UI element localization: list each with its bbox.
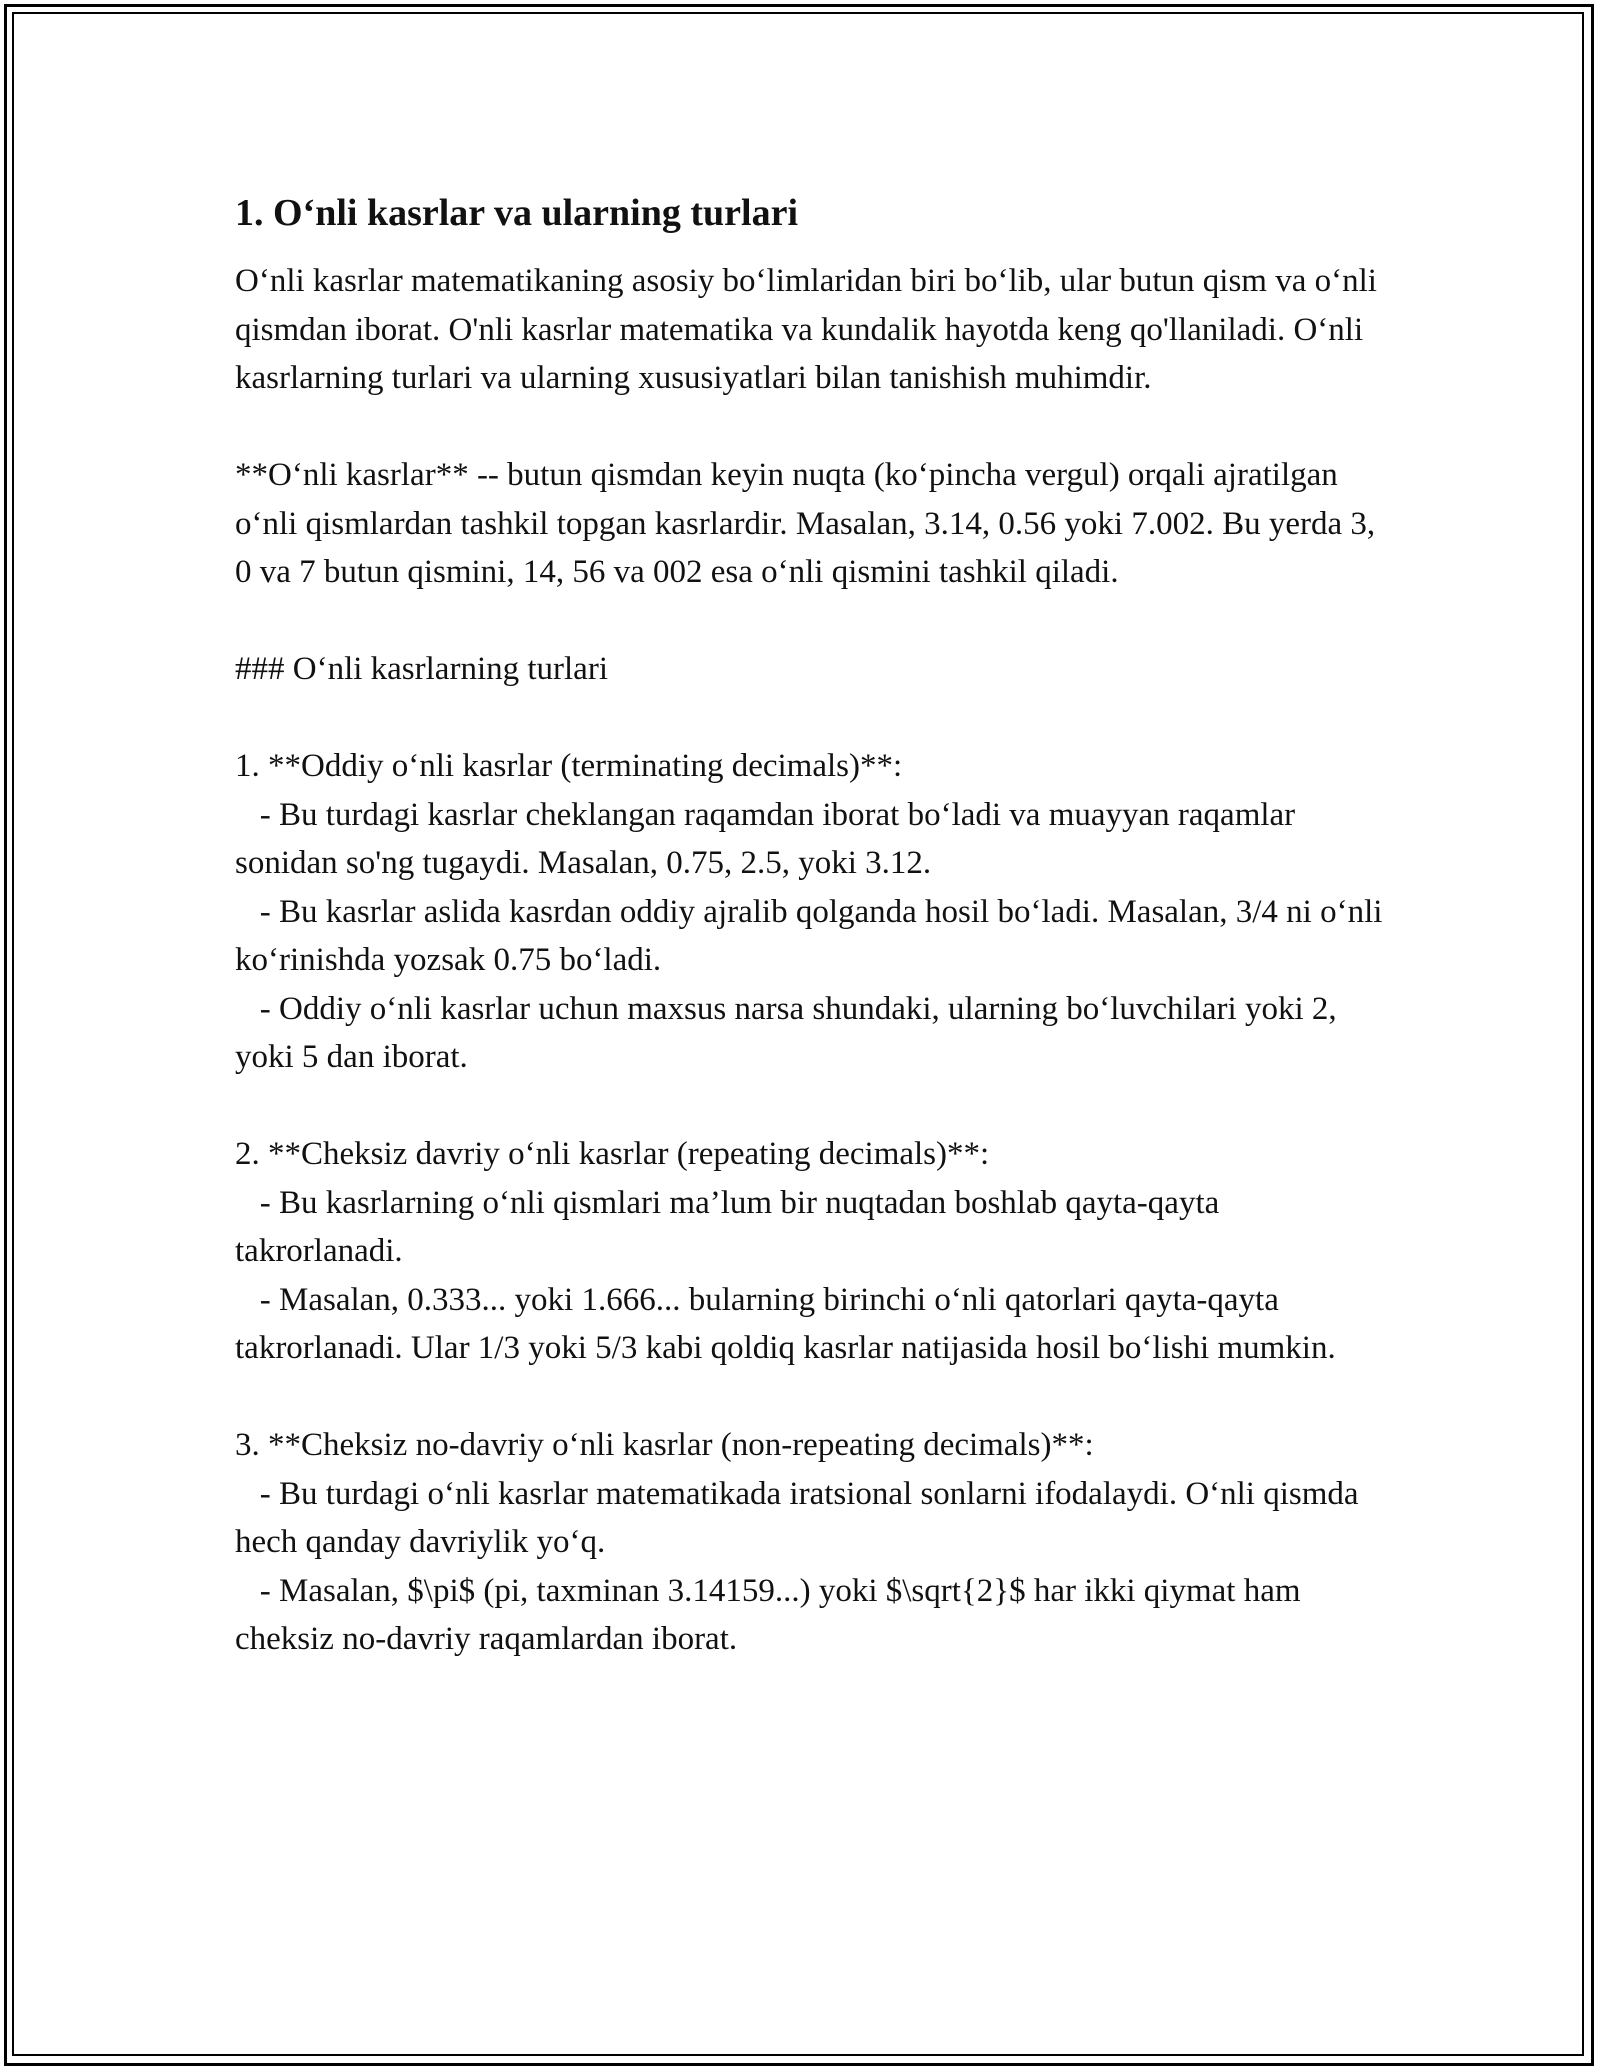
paragraph-spacer bbox=[235, 1082, 1385, 1131]
list-item: - Bu turdagi o‘nli kasrlar matematikada iratsional sonlarni ifodalaydi. O‘nli qismda hech qanday davriylik yo‘q. bbox=[235, 1475, 1367, 1560]
list-item: - Oddiy o‘nli kasrlar uchun maxsus narsa shundaki, ularning bo‘luvchilari yoki 2, yoki 5 dan iborat. bbox=[235, 990, 1345, 1075]
intro-paragraph: O‘nli kasrlar matematikaning asosiy bo‘limlaridan biri bo‘lib, ular butun qism va o‘nli qismdan iborat. O'nli kasrlar matematika va kundalik hayotda keng qo'llaniladi. O‘nli kasrlarning turlari va ularning xususiyatlari bilan tanishish muhimdir. bbox=[235, 263, 1386, 396]
list-item: - Bu kasrlar aslida kasrdan oddiy ajralib qolganda hosil bo‘ladi. Masalan, 3/4 ni o‘nli ko‘rinishda yozsak 0.75 bo‘ladi. bbox=[235, 893, 1391, 978]
list-item: - Masalan, 0.333... yoki 1.666... bularning birinchi o‘nli qatorlari qayta-qayta takrorlanadi. Ular 1/3 yoki 5/3 kabi qoldiq kasrlar natijasida hosil bo‘lishi mumkin. bbox=[235, 1281, 1336, 1366]
list-item: - Bu turdagi kasrlar cheklangan raqamdan iborat bo‘ladi va muayyan raqamlar sonidan so'ng tugaydi. Masalan, 0.75, 2.5, yoki 3.12. bbox=[235, 796, 1304, 881]
list-item: - Masalan, $\pi$ (pi, taxminan 3.14159...) yoki $\sqrt{2}$ har ikki qiymat ham cheksiz no-davriy raqamlardan iborat. bbox=[235, 1572, 1309, 1657]
paragraph-spacer bbox=[235, 694, 1385, 743]
section-heading: 1. **Oddiy o‘nli kasrlar (terminating decimals)**: bbox=[235, 748, 903, 784]
list-item: - Bu kasrlarning o‘nli qismlari ma’lum bir nuqtadan boshlab qayta-qayta takrorlanadi. bbox=[235, 1184, 1228, 1269]
section-heading: 2. **Cheksiz davriy o‘nli kasrlar (repeating decimals)**: bbox=[235, 1136, 990, 1172]
document-title: 1. O‘nli kasrlar va ularning turlari bbox=[235, 192, 799, 234]
document-body bbox=[235, 188, 1391, 1664]
paragraph-spacer bbox=[235, 403, 1385, 452]
section-repeating bbox=[235, 1130, 1385, 1373]
subheading: ### O‘nli kasrlarning turlari bbox=[235, 651, 608, 687]
section-heading: 3. **Cheksiz no-davriy o‘nli kasrlar (non-repeating decimals)**: bbox=[235, 1427, 1094, 1463]
paragraph-spacer bbox=[235, 1373, 1385, 1422]
section-terminating bbox=[235, 742, 1391, 1082]
definition-paragraph: **O‘nli kasrlar** -- butun qismdan keyin nuqta (ko‘pincha vergul) orqali ajratilgan o‘nli qismlardan tashkil topgan kasrlardir. Masalan, 3.14, 0.56 yoki 7.002. Bu yerda 3, 0 va 7 butun qismini, 14, 56 va 002 esa o‘nli qismini tashkil qiladi. bbox=[235, 457, 1384, 590]
paragraph-spacer bbox=[235, 597, 1385, 646]
section-non-repeating bbox=[235, 1421, 1385, 1664]
